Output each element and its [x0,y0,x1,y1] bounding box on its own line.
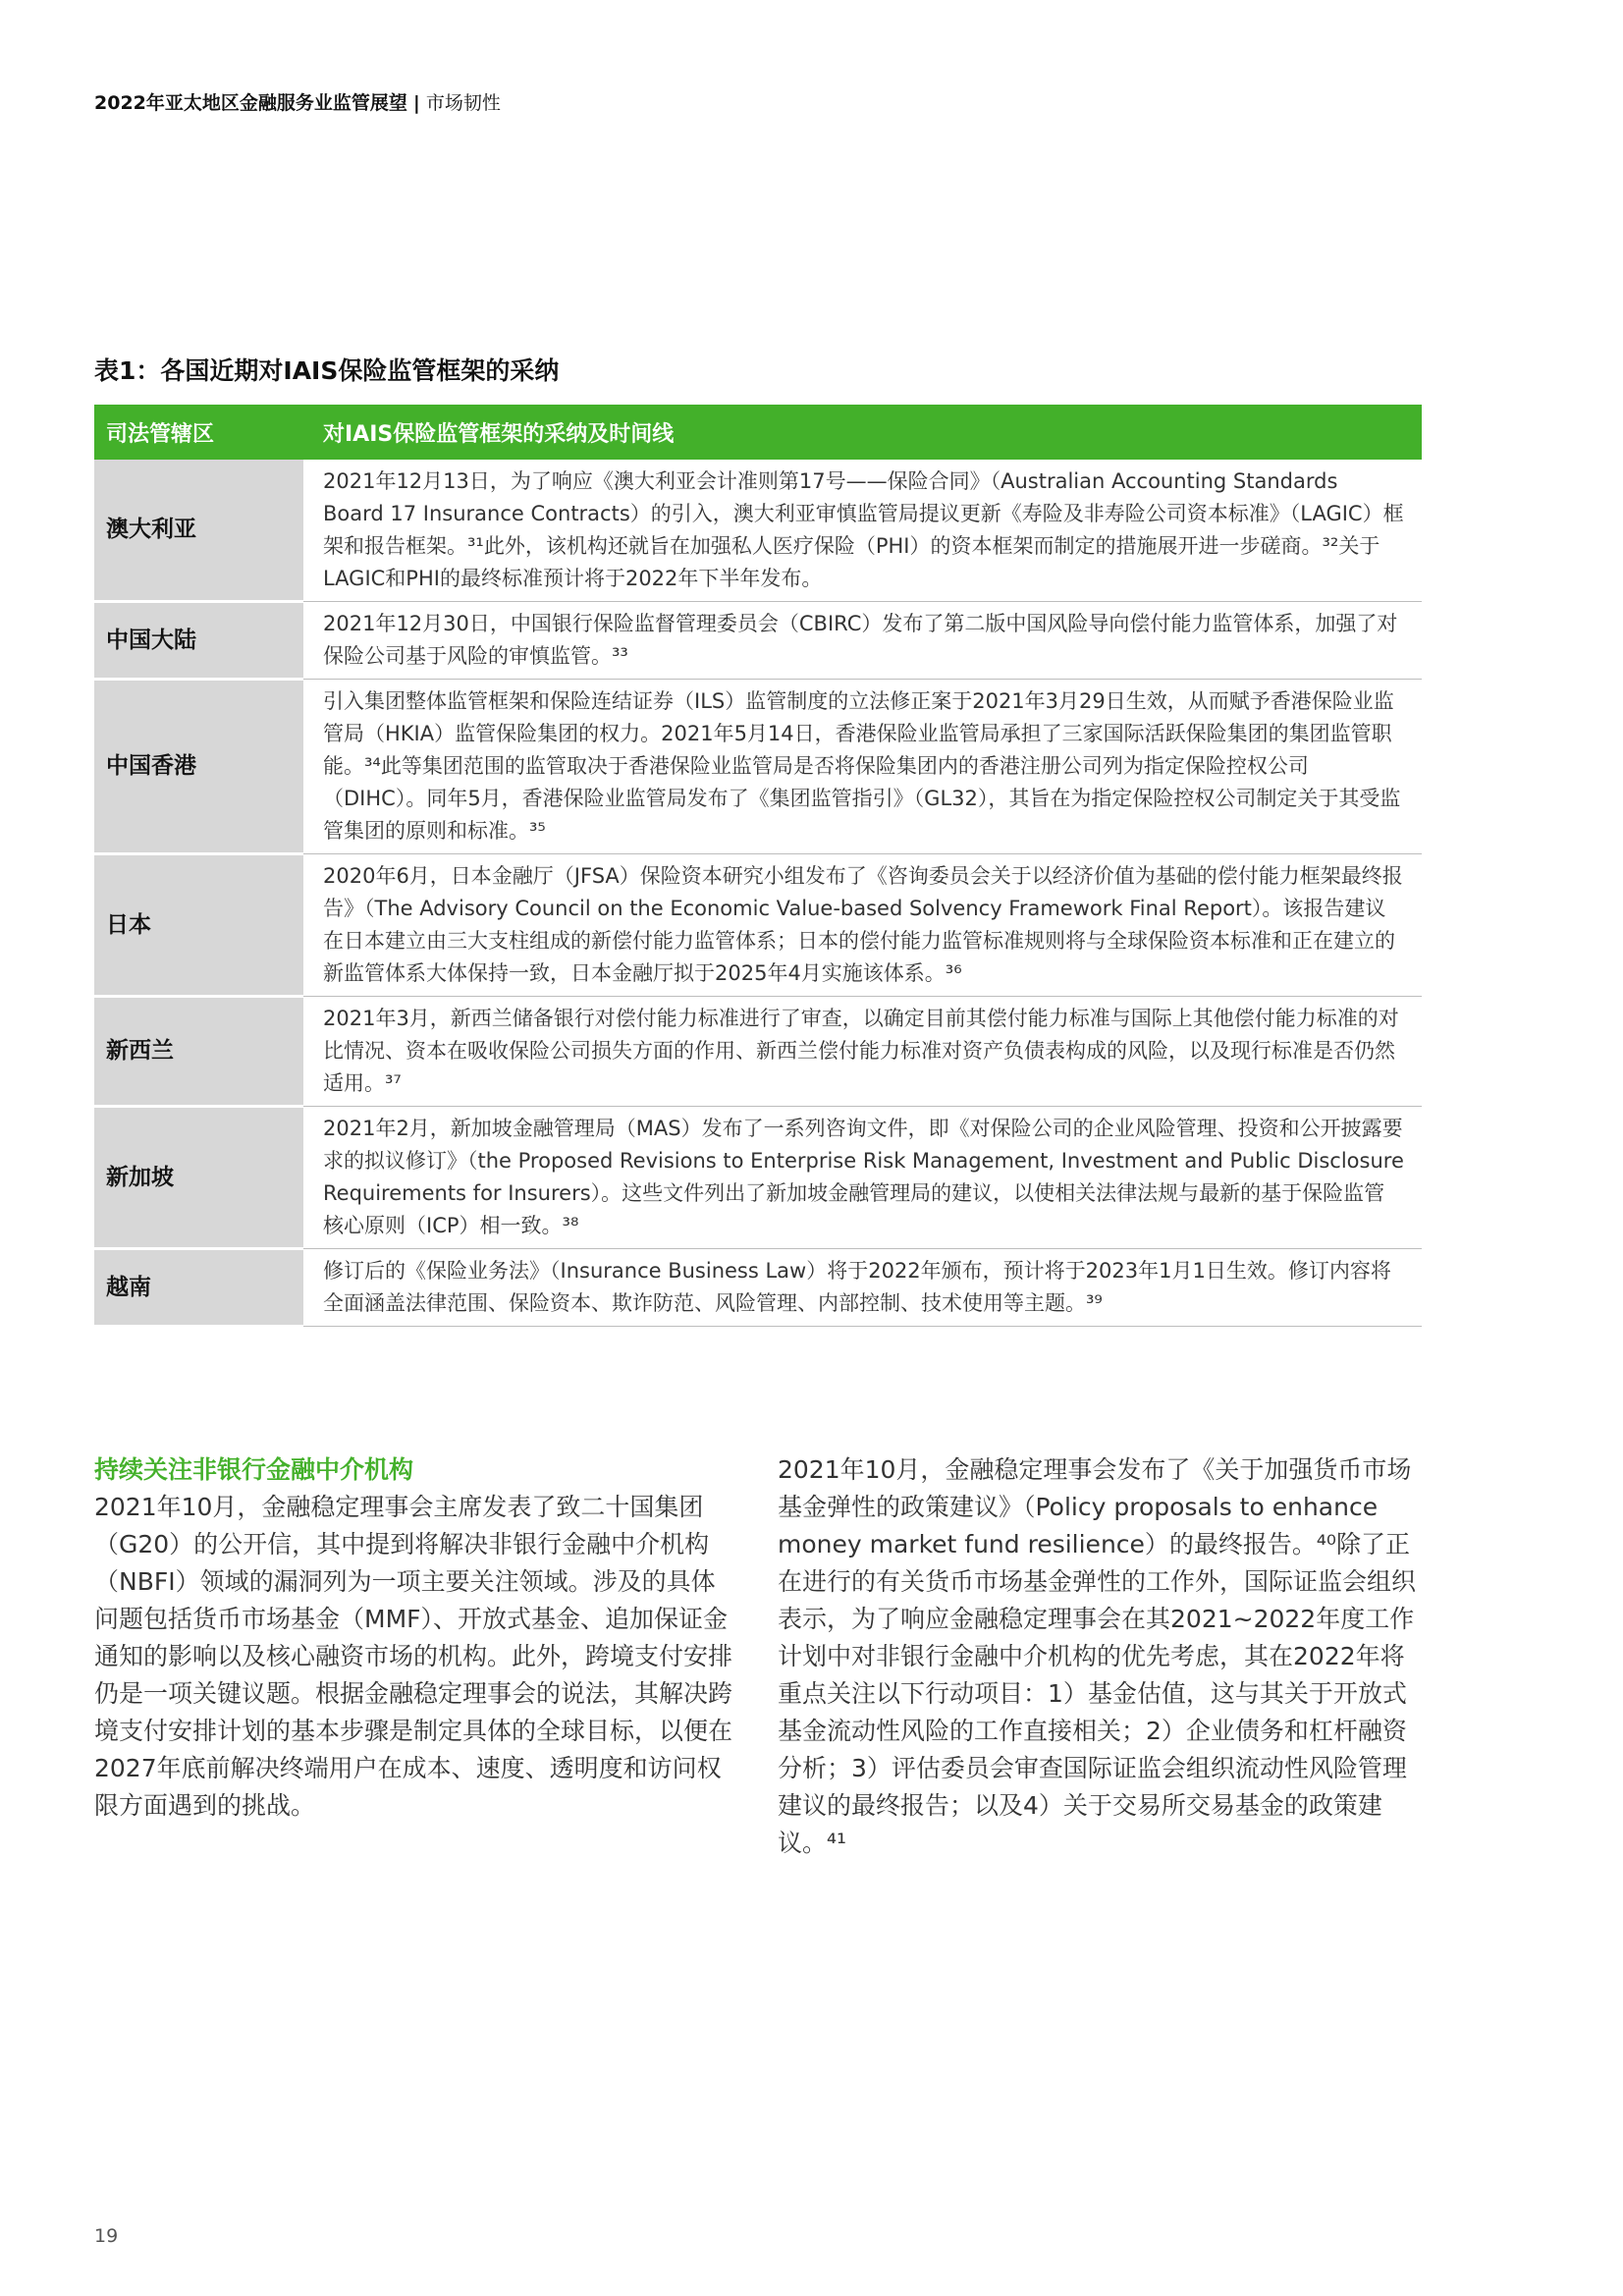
right-column [778,1451,1424,1862]
table-row [94,854,1422,997]
header-timeline: 对IAIS保险监管框架的采纳及时间线 [303,405,1422,460]
right-paragraph: 2021年10月，金融稳定理事会发布了《关于加强货币市场基金弹性的政策建议》（Policy proposals to enhance money market fund resilience）的最终报告。⁴⁰除了正在进行的有关货币市场基金弹性的工作外，国际证监会组织表示，为了响应金融稳定理事会在其2021~2022年度工作计划中对非银行金融中介机构的优先考虑，其在2022年将重点关注以下行动项目：1）基金估值，这与其关于开放式基金流动性风险的工作直接相关；2）企业债务和杠杆融资分析；3）评估委员会审查国际证监会组织流动性风险管理建议的最终报告；以及4）关于交易所交易基金的政策建议。⁴¹ [778,1455,1417,1857]
description-cell: 2020年6月，日本金融厅（JFSA）保险资本研究小组发布了《咨询委员会关于以经济价值为基础的偿付能力框架最终报告》（The Advisory Council on the Economic Value-based Solvency Framework Final Report）。该报告建议在日本建立由三大支柱组成的新偿付能力监管体系；日本的偿付能力监管标准规则将与全球保险资本标准和正在建立的新监管体系大体保持一致，日本金融厅拟于2025年4月实施该体系。³⁶ [303,854,1422,997]
section-title: 持续关注非银行金融中介机构 [94,1455,414,1484]
description-cell: 2021年2月，新加坡金融管理局（MAS）发布了一系列咨询文件，即《对保险公司的企业风险管理、投资和公开披露要求的拟议修订》（the Proposed Revisions to Enterprise Risk Management, Investment and Public Disclosure Requirements for Insurers）。这些文件列出了新加坡金融管理局的建议，以使相关法律法规与最新的基于保险监管核心原则（ICP）相一致。³⁸ [303,1107,1422,1249]
table-row [94,460,1422,602]
description-cell: 2021年12月30日，中国银行保险监督管理委员会（CBIRC）发布了第二版中国风险导向偿付能力监管体系，加强了对保险公司基于风险的审慎监管。³³ [303,602,1422,680]
header-separator: | [412,92,420,114]
page-header [94,88,501,115]
jurisdiction-cell: 新西兰 [94,997,303,1107]
jurisdiction-cell: 日本 [94,854,303,997]
left-column [94,1451,732,1825]
table-title: 表1：各国近期对IAIS保险监管框架的采纳 [94,356,560,385]
description-cell: 2021年12月13日，为了响应《澳大利亚会计准则第17号——保险合同》（Australian Accounting Standards Board 17 Insurance Contracts）的引入，澳大利亚审慎监管局提议更新《寿险及非寿险公司资本标准》（LAGIC）框架和报告框架。³¹此外，该机构还就旨在加强私人医疗保险（PHI）的资本框架而制定的措施展开进一步磋商。³²关于LAGIC和PHI的最终标准预计将于2022年下半年发布。 [303,460,1422,602]
report-title: 2022年亚太地区金融服务业监管展望 [94,92,407,114]
table-row [94,1107,1422,1249]
table-row [94,680,1422,854]
jurisdiction-cell: 中国大陆 [94,602,303,680]
section-name: 市场韧性 [425,92,501,114]
jurisdiction-cell: 越南 [94,1249,303,1327]
table-row [94,997,1422,1107]
jurisdiction-cell: 中国香港 [94,680,303,854]
description-cell: 引入集团整体监管框架和保险连结证券（ILS）监管制度的立法修正案于2021年3月29日生效，从而赋予香港保险业监管局（HKIA）监管保险集团的权力。2021年5月14日，香港保险业监管局承担了三家国际活跃保险集团的集团监管职能。³⁴此等集团范围的监管取决于香港保险业监管局是否将保险集团内的香港注册公司列为指定保险控权公司（DIHC）。同年5月，香港保险业监管局发布了《集团监管指引》（GL32），其旨在为指定保险控权公司制定关于其受监管集团的原则和标准。³⁵ [303,680,1422,854]
table-row [94,1249,1422,1327]
page-number: 19 [94,2225,119,2247]
description-cell: 修订后的《保险业务法》（Insurance Business Law）将于2022年颁布，预计将于2023年1月1日生效。修订内容将全面涵盖法律范围、保险资本、欺诈防范、风险管理、内部控制、技术使用等主题。³⁹ [303,1249,1422,1327]
description-cell: 2021年3月，新西兰储备银行对偿付能力标准进行了审查，以确定目前其偿付能力标准与国际上其他偿付能力标准的对比情况、资本在吸收保险公司损失方面的作用、新西兰偿付能力标准对资产负债表构成的风险，以及现行标准是否仍然适用。³⁷ [303,997,1422,1107]
regulation-table [94,405,1422,1328]
header-jurisdiction: 司法管辖区 [94,405,303,460]
left-paragraph: 2021年10月，金融稳定理事会主席发表了致二十国集团（G20）的公开信，其中提到将解决非银行金融中介机构（NBFI）领域的漏洞列为一项主要关注领域。涉及的具体问题包括货币市场基金（MMF）、开放式基金、追加保证金通知的影响以及核心融资市场的机构。此外，跨境支付安排仍是一项关键议题。根据金融稳定理事会的说法，其解决跨境支付安排计划的基本步骤是制定具体的全球目标，以便在2027年底前解决终端用户在成本、速度、透明度和访问权限方面遇到的挑战。 [94,1493,733,1820]
jurisdiction-cell: 新加坡 [94,1107,303,1249]
jurisdiction-cell: 澳大利亚 [94,460,303,602]
table-row [94,602,1422,680]
table-header-row [94,405,1422,460]
